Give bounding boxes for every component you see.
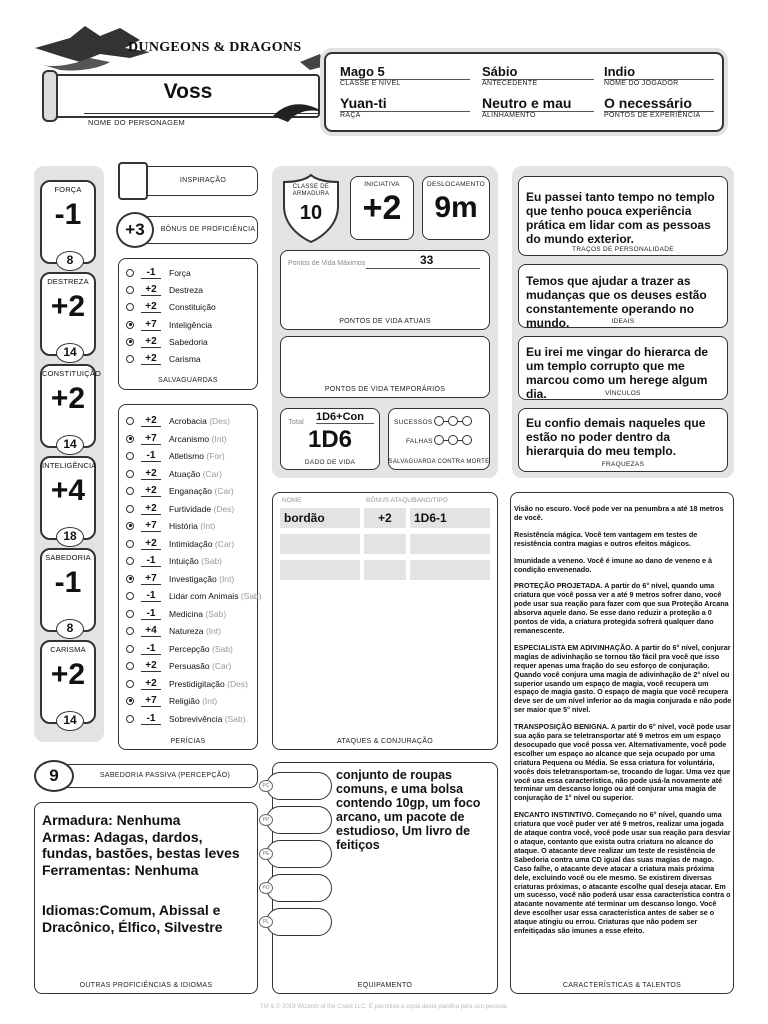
proficiency-dot[interactable] bbox=[126, 505, 134, 513]
proficiency-dot[interactable] bbox=[126, 355, 134, 363]
ability-score: -1 bbox=[54, 198, 82, 231]
skill-value: -1 bbox=[141, 555, 161, 567]
hp-current-label: PONTOS DE VIDA ATUAIS bbox=[339, 318, 431, 325]
alignment-value: Neutro e mau bbox=[482, 95, 594, 112]
save-name: Carisma bbox=[169, 353, 201, 364]
ability-name: CONSTITUIÇÃO bbox=[42, 369, 102, 378]
feature-paragraph: TRANSPOSIÇÃO BENIGNA. A partir do 6° nível, você pode usar sua ação para se teletransportar até 9 metros em um espaço desocupado que você possa ver. Alternativamente, você pode escolher um espaço ao alcance que seja ocupado por uma criatura Pequena ou Média. Se essa criatura for voluntária, vocês dois teletransportam-se, trocando de lugar. Uma vez que você usa essa característica, não pode usá-la novamente até terminar um descanso longo ou até conjurar uma magia de conjuração de 1° nível ou superior. bbox=[514, 722, 731, 803]
ability-score: +2 bbox=[50, 382, 86, 415]
skill-name: Prestidigitação bbox=[169, 678, 225, 689]
experience[interactable] bbox=[604, 95, 714, 119]
hit-dice-value[interactable]: 1D6 bbox=[307, 426, 353, 453]
skill-ability: (Int) bbox=[211, 433, 227, 444]
attacks-col-damage: DANO/TIPO bbox=[412, 497, 448, 504]
proficiency-dot[interactable] bbox=[126, 269, 134, 277]
death-saves-label: SALVAGUARDA CONTRA MORTE bbox=[388, 459, 490, 465]
skill-value: +2 bbox=[141, 485, 161, 497]
skill-name: Medicina bbox=[169, 608, 204, 619]
attack-damage-cell[interactable] bbox=[410, 560, 490, 580]
skill-ability: (Sab) bbox=[224, 713, 246, 724]
skill-row[interactable] bbox=[126, 640, 233, 657]
player-name[interactable] bbox=[604, 64, 714, 87]
attacks-panel bbox=[272, 492, 498, 750]
skill-name: Arcanismo bbox=[169, 433, 210, 444]
ability-dexterity[interactable] bbox=[40, 272, 96, 359]
speed[interactable] bbox=[422, 176, 490, 240]
skill-ability: (Car) bbox=[214, 538, 235, 549]
save-name: Constituição bbox=[169, 301, 216, 312]
skill-row[interactable] bbox=[126, 552, 222, 569]
skill-ability: (Sab) bbox=[212, 643, 233, 654]
skill-value: +7 bbox=[141, 695, 161, 707]
skill-name: Sobrevivência bbox=[169, 713, 223, 724]
proficiency-dot[interactable] bbox=[126, 487, 134, 495]
skill-ability: (Int) bbox=[200, 520, 216, 531]
character-name[interactable]: Voss bbox=[163, 80, 213, 103]
traits-text: Eu passei tanto tempo no templo que tenho pouca experiência prática em lidar com as pessoas do mundo exterior. bbox=[526, 190, 715, 246]
skill-row[interactable] bbox=[126, 692, 217, 709]
flaws-label: FRAQUEZAS bbox=[601, 461, 645, 468]
flaws-text: Eu confio demais naqueles que estão no poder dentro da hierarquia do meu templo. bbox=[526, 416, 706, 458]
skill-value: +4 bbox=[141, 625, 161, 637]
death-successes-label: SUCESSOS bbox=[394, 419, 433, 426]
death-success-check[interactable] bbox=[434, 416, 444, 426]
skill-name: Investigação bbox=[169, 573, 217, 584]
skill-value: +2 bbox=[141, 538, 161, 550]
proficiency-dot[interactable] bbox=[126, 286, 134, 294]
hit-dice-total[interactable]: 1D6+Con bbox=[316, 411, 374, 424]
attack-damage-cell[interactable] bbox=[410, 534, 490, 554]
skill-value: +2 bbox=[141, 678, 161, 690]
attack-name-cell[interactable] bbox=[280, 534, 360, 554]
initiative-label: INICIATIVA bbox=[364, 181, 400, 188]
skill-value: +2 bbox=[141, 660, 161, 672]
skill-name: Intimidação bbox=[169, 538, 213, 549]
skill-row[interactable] bbox=[126, 447, 225, 464]
armor-class-label: CLASSE DE ARMADURA bbox=[292, 184, 330, 197]
skills-title: PERÍCIAS bbox=[170, 738, 206, 745]
skill-ability: (Int) bbox=[219, 573, 235, 584]
death-failure-check[interactable] bbox=[462, 435, 472, 445]
coin-slot-pl[interactable] bbox=[262, 908, 332, 936]
coin-slot-po[interactable] bbox=[262, 874, 332, 902]
skill-ability: (Car) bbox=[202, 468, 222, 479]
ability-value[interactable]: 18 bbox=[56, 527, 84, 547]
attack-name-cell[interactable] bbox=[280, 560, 360, 580]
skill-name: Enganação bbox=[169, 485, 213, 496]
proficiency-dot[interactable] bbox=[126, 435, 134, 443]
feature-paragraph: Resistência mágica. Você tem vantagem em testes de resistência contra magias e outros efeitos mágicos. bbox=[514, 529, 698, 548]
attack-bonus-cell[interactable] bbox=[364, 560, 406, 580]
skill-row[interactable] bbox=[126, 535, 234, 552]
footer-copyright: TM & © 2019 Wizards of the Coast LLC. É permitida a cópia desta planilha para uso pessoal. bbox=[260, 1004, 508, 1010]
skill-value: +2 bbox=[141, 415, 161, 427]
ability-name: DESTREZA bbox=[47, 277, 89, 286]
ability-intelligence[interactable] bbox=[40, 456, 97, 543]
proficiency-dot[interactable] bbox=[126, 540, 134, 548]
skill-row[interactable] bbox=[126, 570, 234, 587]
skill-name: Furtividade bbox=[169, 503, 212, 514]
skill-row[interactable] bbox=[126, 710, 246, 727]
skill-value: -1 bbox=[141, 643, 161, 655]
speed-value: 9m bbox=[434, 191, 478, 224]
save-row[interactable] bbox=[126, 316, 212, 333]
traits-label: TRAÇOS DE PERSONALIDADE bbox=[572, 246, 674, 253]
proficiency-dot[interactable] bbox=[126, 470, 134, 478]
proficiency-dot[interactable] bbox=[126, 338, 134, 346]
equipment-title: EQUIPAMENTO bbox=[357, 982, 413, 989]
attacks-col-bonus: BÔNUS ATAQUE bbox=[366, 497, 417, 504]
skill-ability: (Des) bbox=[227, 678, 248, 689]
hp-temp-label: PONTOS DE VIDA TEMPORÁRIOS bbox=[324, 386, 446, 393]
feature-paragraph: Visão no escuro. Você pode ver na penumbra a até 18 metros de você. bbox=[514, 504, 724, 522]
skill-row[interactable] bbox=[126, 675, 248, 692]
experience-value: O necessário bbox=[604, 95, 714, 112]
skill-ability: (Int) bbox=[205, 625, 221, 636]
skill-value: +7 bbox=[141, 433, 161, 445]
ideals-label: IDEAIS bbox=[611, 318, 635, 325]
skill-value: -1 bbox=[141, 590, 161, 602]
saving-throws-title: SALVAGUARDAS bbox=[158, 377, 218, 384]
passive-perception-label: SABEDORIA PASSIVA (PERCEPÇÃO) bbox=[99, 772, 231, 779]
skill-name: Lidar com Animais bbox=[169, 590, 239, 601]
hit-dice-total-label: Total bbox=[288, 417, 304, 426]
skill-row[interactable] bbox=[126, 465, 222, 482]
ability-name: SABEDORIA bbox=[45, 553, 91, 562]
ability-charisma[interactable] bbox=[40, 640, 96, 727]
save-value: +2 bbox=[141, 284, 161, 296]
hp-max-line bbox=[366, 268, 480, 269]
save-name: Força bbox=[169, 267, 191, 278]
save-name: Destreza bbox=[169, 284, 204, 295]
ability-score: +4 bbox=[50, 474, 86, 507]
proficiency-dot[interactable] bbox=[126, 662, 134, 670]
feature-paragraph: PROTEÇÃO PROJETADA. A partir do 6° nível, quando uma criatura que você possa ver a até 9 metros sofrer dano, você pode usar sua reação para fazer com que sua Proteção Arcana absorva aquele dano. Se esse dano reduzir a proteção a 0 pontos de vida, a criatura protegida sofrerá qualquer dano remanescente. bbox=[514, 581, 729, 635]
proficiency-dot[interactable] bbox=[126, 610, 134, 618]
race-value: Yuan-ti bbox=[340, 95, 470, 112]
skill-value: -1 bbox=[141, 450, 161, 462]
skill-value: +2 bbox=[141, 503, 161, 515]
race-label: RAÇA bbox=[340, 112, 361, 119]
skill-value: -1 bbox=[141, 713, 161, 725]
proficiency-dot[interactable] bbox=[126, 452, 134, 460]
skill-value: -1 bbox=[141, 608, 161, 620]
skill-name: Intuição bbox=[169, 555, 199, 566]
death-success-check[interactable] bbox=[462, 416, 472, 426]
character-name-label: NOME DO PERSONAGEM bbox=[88, 118, 186, 127]
proficiency-dot[interactable] bbox=[126, 557, 134, 565]
skill-name: Acrobacia bbox=[169, 415, 207, 426]
proficiency-dot[interactable] bbox=[126, 575, 134, 583]
save-value: +7 bbox=[141, 319, 161, 331]
attacks-col-name: NOME bbox=[282, 497, 302, 504]
skill-ability: (Sab) bbox=[205, 608, 227, 619]
inspiration-label: INSPIRAÇÃO bbox=[179, 177, 227, 184]
death-failure-check[interactable] bbox=[448, 435, 458, 445]
skill-ability: (For) bbox=[206, 450, 225, 461]
bonds-text: Eu irei me vingar do hierarca de um templo corrupto que me marcou como um herege algum dia. bbox=[526, 345, 709, 401]
hp-max-label: Pontos de Vida Máximos bbox=[288, 260, 366, 267]
death-failure-checkboxes[interactable] bbox=[434, 435, 472, 445]
skill-ability: (Car) bbox=[212, 660, 232, 671]
initiative[interactable] bbox=[350, 176, 414, 240]
features-title: CARACTERÍSTICAS & TALENTOS bbox=[562, 982, 682, 989]
race[interactable] bbox=[340, 95, 470, 119]
other-proficiencies-text[interactable] bbox=[42, 812, 254, 935]
ability-value[interactable]: 8 bbox=[56, 251, 84, 271]
death-success-check[interactable] bbox=[448, 416, 458, 426]
alignment-label: ALINHAMENTO bbox=[482, 112, 536, 119]
armor-class[interactable] bbox=[280, 174, 342, 244]
proficiency-dot[interactable] bbox=[126, 627, 134, 635]
ideals-text: Temos que ajudar a trazer as mudanças que os deuses estão constantemente operando no mundo. bbox=[526, 274, 707, 330]
info-grid bbox=[340, 64, 720, 130]
death-failure-check[interactable] bbox=[434, 435, 444, 445]
skill-row[interactable] bbox=[126, 605, 226, 622]
proficiency-dot[interactable] bbox=[126, 303, 134, 311]
skill-row[interactable] bbox=[126, 657, 231, 674]
player-name-value: Indio bbox=[604, 64, 714, 80]
ability-name: INTELIGÊNCIA bbox=[42, 461, 97, 470]
attack-damage: 1D6-1 bbox=[414, 511, 447, 525]
alignment[interactable] bbox=[482, 95, 594, 119]
skill-ability: (Car) bbox=[214, 485, 234, 496]
attacks-title: ATAQUES & CONJURAÇÃO bbox=[337, 738, 433, 745]
skill-name: História bbox=[169, 520, 198, 531]
skill-ability: (Des) bbox=[209, 415, 230, 426]
skill-value: +2 bbox=[141, 468, 161, 480]
attack-bonus: +2 bbox=[378, 511, 392, 525]
experience-label: PONTOS DE EXPERIÊNCIA bbox=[604, 112, 701, 119]
proficiency-dot[interactable] bbox=[126, 522, 134, 530]
save-value: +2 bbox=[141, 336, 161, 348]
skill-name: Atletismo bbox=[169, 450, 204, 461]
save-value: +2 bbox=[141, 301, 161, 313]
features-text[interactable] bbox=[514, 505, 732, 944]
class-level[interactable] bbox=[340, 64, 470, 87]
skill-ability: (Sab) bbox=[240, 590, 262, 601]
initiative-value: +2 bbox=[362, 189, 402, 227]
speed-label: DESLOCAMENTO bbox=[426, 181, 486, 188]
save-row[interactable] bbox=[126, 333, 208, 350]
death-failures-label: FALHAS bbox=[406, 438, 433, 445]
skill-name: Natureza bbox=[169, 625, 204, 636]
ability-value[interactable]: 8 bbox=[56, 619, 84, 639]
skill-row[interactable] bbox=[126, 430, 227, 447]
ability-score: +2 bbox=[50, 290, 86, 323]
feature-paragraph: Imunidade a veneno. Você é imune ao dano de veneno e à condição envenenado. bbox=[514, 555, 712, 574]
dnd-logo-text: DUNGEONS & DRAGONS bbox=[128, 40, 302, 55]
background-label: ANTECEDENTE bbox=[482, 80, 538, 87]
coin-label: PO bbox=[259, 882, 273, 894]
skill-row[interactable] bbox=[126, 482, 234, 499]
skill-ability: (Des) bbox=[213, 503, 235, 514]
passive-perception-value[interactable]: 9 bbox=[34, 760, 74, 792]
skill-name: Religião bbox=[169, 695, 200, 706]
player-name-label: NOME DO JOGADOR bbox=[604, 80, 679, 87]
coin-slot-pc[interactable] bbox=[262, 772, 332, 800]
skill-name: Persuasão bbox=[169, 660, 210, 671]
class-level-value: Mago 5 bbox=[340, 64, 470, 80]
hp-max-value[interactable]: 33 bbox=[420, 253, 434, 267]
ability-strength[interactable] bbox=[40, 180, 96, 267]
save-row[interactable] bbox=[126, 350, 201, 367]
save-row[interactable] bbox=[126, 264, 191, 281]
skill-name: Atuação bbox=[169, 468, 201, 479]
ability-name: CARISMA bbox=[50, 645, 86, 654]
proficiency-dot[interactable] bbox=[126, 680, 134, 688]
dragon-tail-icon bbox=[268, 96, 328, 130]
background[interactable] bbox=[482, 64, 594, 87]
bonds-label: VÍNCULOS bbox=[605, 390, 641, 397]
save-name: Inteligência bbox=[169, 319, 213, 330]
background-value: Sábio bbox=[482, 64, 594, 80]
death-success-checkboxes[interactable] bbox=[434, 416, 472, 426]
save-value: +2 bbox=[141, 353, 161, 365]
skill-value: +7 bbox=[141, 520, 161, 532]
ability-score: -1 bbox=[54, 566, 82, 599]
ability-constitution[interactable] bbox=[40, 364, 102, 451]
coin-label: PE bbox=[259, 848, 273, 860]
feature-paragraph: ENCANTO INSTINTIVO. Começando no 6° nível, quando uma criatura que você puder ver até 9 metros, realizar uma jogada de ataque contra você, você pode usar sua reação para desviar o ataque, contanto que exista outra criatura no alcance do ataque. O atacante deve realizar um teste de resistência de Sabedoria contra uma CD igual das suas magias de mago. Caso falhe, o atacante deve atacar a criatura mais próxima dele, excluindo você ou ele mesmo. Se existirem diversas criaturas próximas, o atacante escolhe qual deseja atacar. Em um sucesso, você não poderá usar essa característica contra o atacante novamente até terminar um descanso longo. Você deve escolher usar essa característica antes de saber se o ataque atingiu ou errou. Criaturas que não podem ser enfeitiçadas são imunes a esse efeito. bbox=[514, 810, 731, 936]
coin-slot-pe[interactable] bbox=[262, 840, 332, 868]
coin-label: PP bbox=[259, 814, 273, 826]
skill-row[interactable] bbox=[126, 587, 262, 604]
ability-score: +2 bbox=[50, 658, 86, 691]
attack-bonus-cell[interactable] bbox=[364, 534, 406, 554]
save-value: -1 bbox=[141, 267, 161, 279]
ability-value[interactable]: 14 bbox=[56, 711, 84, 731]
proficiency-dot[interactable] bbox=[126, 697, 134, 705]
skill-ability: (Int) bbox=[202, 695, 218, 706]
feature-paragraph: ESPECIALISTA EM ADIVINHAÇÃO. A partir do 6° nível, conjurar magias de adivinhação se tornou tão fácil pra você que isso requer apenas uma fração do seu esforço de conjuração. Quando você conjura uma magia de adivinhação de 2° nível ou superior usando um espaço de magia, você recupera um espaço de magia gasto. O espaço de magia que você recupera deve ser de um nível inferior ao da magia conjurada e não pode ser maior que 5° nível. bbox=[514, 642, 732, 715]
inspiration-input[interactable] bbox=[118, 162, 148, 200]
ability-value[interactable]: 14 bbox=[56, 435, 84, 455]
languages: Idiomas:Comum, Abissal e Dracônico, Élfico, Silvestre bbox=[42, 902, 223, 935]
proficiency-label: BÔNUS DE PROFICIÊNCIA bbox=[160, 226, 256, 233]
ability-value[interactable]: 14 bbox=[56, 343, 84, 363]
proficiency-dot[interactable] bbox=[126, 715, 134, 723]
skill-row[interactable] bbox=[126, 500, 234, 517]
ability-wisdom[interactable] bbox=[40, 548, 96, 635]
save-row[interactable] bbox=[126, 298, 216, 315]
skill-value: +7 bbox=[141, 573, 161, 585]
weapon-proficiency: Armas: Adagas, dardos, fundas, bastões, bestas leves bbox=[42, 828, 240, 861]
skill-row[interactable] bbox=[126, 517, 215, 534]
class-level-label: CLASSE E NÍVEL bbox=[340, 80, 401, 87]
proficiency-bonus[interactable]: +3 bbox=[116, 212, 154, 248]
proficiency-dot[interactable] bbox=[126, 592, 134, 600]
other-proficiencies-title: OUTRAS PROFICIÊNCIAS & IDIOMAS bbox=[79, 982, 213, 989]
save-row[interactable] bbox=[126, 281, 203, 298]
proficiency-dot[interactable] bbox=[126, 417, 134, 425]
ability-name: FORÇA bbox=[54, 185, 82, 194]
armor-proficiency: Armadura: Nenhuma bbox=[42, 812, 181, 828]
skill-ability: (Sab) bbox=[201, 555, 222, 566]
coin-label: PC bbox=[259, 780, 273, 792]
header bbox=[0, 0, 768, 150]
hit-dice-label: DADO DE VIDA bbox=[304, 459, 356, 466]
proficiency-dot[interactable] bbox=[126, 645, 134, 653]
tool-proficiency: Ferramentas: Nenhuma bbox=[42, 861, 199, 878]
skill-row[interactable] bbox=[126, 622, 221, 639]
equipment-text[interactable]: conjunto de roupas comuns, e uma bolsa contendo 10gp, um foco arcano, um pacote de estudioso, Um livro de feitiços bbox=[336, 768, 481, 852]
skill-name: Percepção bbox=[169, 643, 210, 654]
coin-label: PL bbox=[259, 916, 273, 928]
save-name: Sabedoria bbox=[169, 336, 208, 347]
proficiency-dot[interactable] bbox=[126, 321, 134, 329]
attack-name: bordão bbox=[284, 511, 325, 525]
coin-slot-pp[interactable] bbox=[262, 806, 332, 834]
armor-class-value: 10 bbox=[299, 202, 323, 224]
skill-row[interactable] bbox=[126, 412, 230, 429]
